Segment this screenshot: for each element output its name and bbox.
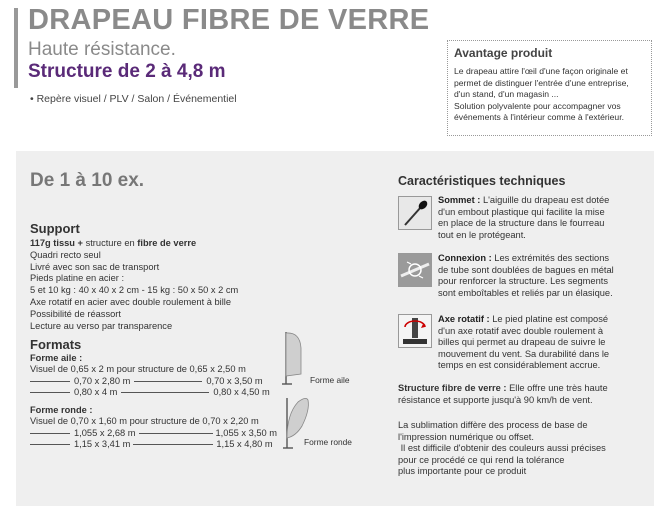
feature-sommet <box>438 195 653 241</box>
advantage-line: permet de distinguer l'entrée d'une entreprise, <box>454 77 629 88</box>
support-details <box>30 238 238 332</box>
feature-title: Sommet : <box>438 195 483 205</box>
advantage-line: d'un stand, d'un magasin ... <box>454 89 559 99</box>
dash-line <box>30 392 70 393</box>
structure-note-line: résistance et supporte jusqu'à 90 km/h de vent. <box>398 394 593 405</box>
product-title: DRAPEAU FIBRE DE VERRE <box>28 4 430 36</box>
fiberglass-structure-note <box>398 383 648 406</box>
technical-heading: Caractéristiques techniques <box>398 174 566 188</box>
feature-line: mouvement du vent. Sa durabilité dans le <box>438 348 610 359</box>
feature-line: billes qui permet au drapeau de suivre le <box>438 337 606 348</box>
rotating-axis-icon <box>398 314 432 348</box>
feature-line: pour renforcer la structure. Les segments <box>438 276 609 287</box>
feature-line: d'un axe rotatif avec double roulement à <box>438 325 604 336</box>
structure-note-line: Elle offre une très haute <box>509 383 608 393</box>
format-ronde-row <box>30 439 277 450</box>
advantage-text <box>454 66 645 124</box>
dash-line <box>30 433 70 434</box>
advantage-line: Le drapeau attire l'œil d'une façon originale et <box>454 66 628 76</box>
support-heading: Support <box>30 221 80 236</box>
dash-line <box>139 433 213 434</box>
advantage-title: Avantage produit <box>454 46 553 60</box>
feature-title: Connexion : <box>438 253 495 263</box>
format-value: 1,055 x 3,50 m <box>215 427 278 438</box>
structure-material: fibre de verre <box>137 238 197 248</box>
format-value: 1,15 x 3,41 m <box>74 438 131 449</box>
advantage-box <box>447 40 652 136</box>
dash-line <box>121 392 209 393</box>
dash-line <box>134 381 202 382</box>
feature-axe-rotatif <box>438 314 653 372</box>
sublimation-line: La sublimation diffère des process de base de <box>398 420 588 430</box>
formats-heading: Formats <box>30 337 82 352</box>
flag-top-icon <box>398 196 432 230</box>
usage-list: • Repère visuel / PLV / Salon / Événementiel <box>30 93 237 105</box>
teardrop-flag-label: Forme ronde <box>304 437 352 447</box>
format-aile-label: Forme aile : <box>30 353 83 363</box>
format-value: 1,15 x 4,80 m <box>216 438 273 449</box>
format-value: 0,80 x 4,50 m <box>213 386 270 397</box>
feature-line: de tube sont doublées de bagues en métal <box>438 264 614 275</box>
fabric-weight: 117g tissu <box>30 238 75 248</box>
format-ronde-main: Visuel de 0,70 x 1,60 m pour structure de 0,70 x 2,20 m <box>30 416 259 427</box>
format-aile-main: Visuel de 0,65 x 2 m pour structure de 0,65 x 2,50 m <box>30 364 246 375</box>
format-aile-row <box>30 376 270 387</box>
advantage-line: événements à l'intérieur comme à l'extérieur. <box>454 112 624 122</box>
support-line: Possibilité de réassort <box>30 308 121 319</box>
feature-line: en place de la structure dans le fourreau <box>438 218 605 229</box>
sublimation-line: pour ce procédé ce qui rend la tolérance <box>398 454 565 465</box>
feature-line: sont emboîtables et reliés par un élasique. <box>438 287 613 298</box>
format-ronde <box>30 405 277 450</box>
feature-connexion <box>438 253 653 299</box>
format-aile-row <box>30 387 270 398</box>
dash-line <box>133 444 213 445</box>
sublimation-line: Il est difficile d'obtenir des couleurs aussi précises <box>398 443 606 454</box>
structure-prefix: structure en <box>85 238 138 248</box>
format-ronde-row <box>30 428 277 439</box>
dash-line <box>30 444 70 445</box>
quantity-range: De 1 à 10 ex. <box>30 170 145 191</box>
feature-line: Le pied platine est composé <box>492 314 609 324</box>
support-line: Quadri recto seul <box>30 249 101 260</box>
plus-sign: + <box>74 238 86 248</box>
structure-size: Structure de 2 à 4,8 m <box>28 61 226 82</box>
support-line: Axe rotatif en acier avec double roulement à bille <box>30 296 232 307</box>
dash-line <box>30 381 70 382</box>
feature-title: Axe rotatif : <box>438 314 493 324</box>
format-value: 0,80 x 4 m <box>74 386 118 397</box>
advantage-line: Solution polyvalente pour accompagner vos <box>454 100 621 111</box>
support-line: 5 et 10 kg : 40 x 40 x 2 cm - 15 kg : 50 x 50 x 2 cm <box>30 285 239 296</box>
format-ronde-label: Forme ronde : <box>30 405 93 415</box>
wing-flag-label: Forme aile <box>310 375 350 385</box>
structure-note-title: Structure fibre de verre : <box>398 383 510 393</box>
format-value: 1,055 x 2,68 m <box>74 427 136 438</box>
feature-line: Les extrémités des sections <box>494 253 610 263</box>
feature-line: d'un embout plastique qui facilite la mise <box>438 206 605 217</box>
support-line: Pieds platine en acier : <box>30 273 125 284</box>
feature-line: temps en est considérablement accrue. <box>438 360 601 371</box>
sublimation-line: plus importante pour ce produit <box>398 466 527 477</box>
format-value: 0,70 x 3,50 m <box>206 375 263 386</box>
support-line: Livré avec son sac de transport <box>30 261 160 272</box>
sublimation-note <box>398 420 648 478</box>
header-accent-bar <box>14 8 18 88</box>
feature-line: tout en le protégeant. <box>438 229 526 240</box>
format-value: 0,70 x 2,80 m <box>74 375 131 386</box>
support-line: Lecture au verso par transparence <box>30 320 173 331</box>
support-first-line <box>30 238 238 250</box>
wing-flag-icon <box>282 330 304 386</box>
connection-icon <box>398 253 432 287</box>
feature-line: L'aiguille du drapeau est dotée <box>482 195 610 205</box>
sublimation-line: l'impression numérique ou offset. <box>398 431 534 442</box>
format-aile <box>30 353 270 398</box>
product-subtitle: Haute résistance. <box>28 39 176 60</box>
